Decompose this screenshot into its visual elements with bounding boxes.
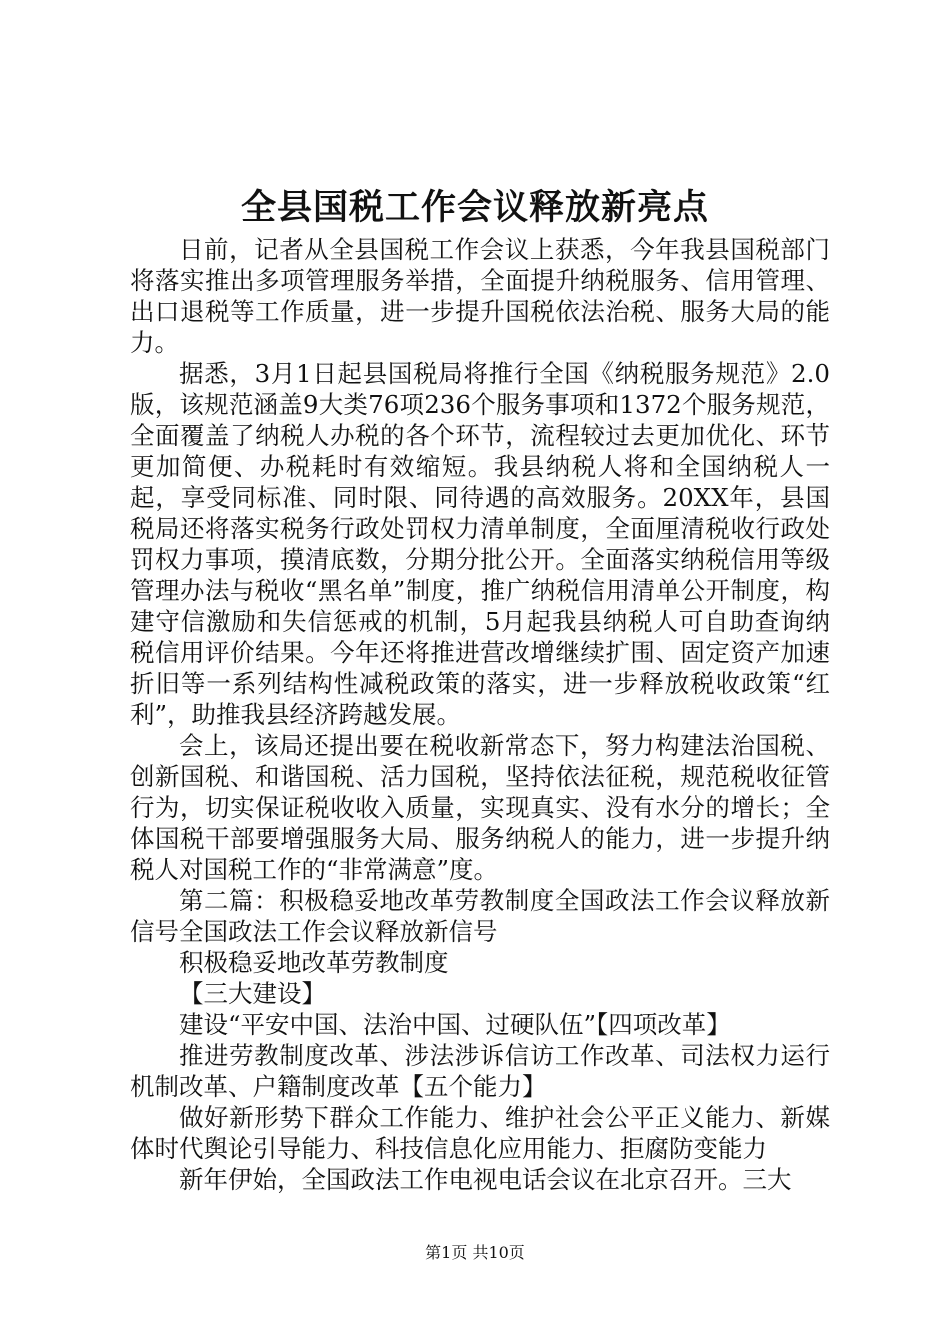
paragraph-reform-items: 推进劳教制度改革、涉法涉诉信访工作改革、司法权力运行机制改革、户籍制度改革【五个能力】 [130, 1041, 830, 1101]
page-footer: 第1页 共10页 [425, 1243, 525, 1262]
paragraph-construction-items: 建设“平安中国、法治中国、过硬队伍”【四项改革】 [179, 1010, 731, 1039]
paragraph-intro: 日前，记者从全县国税工作会议上获悉，今年我县国税部门将落实推出多项管理服务举措，全面提升纳税服务、信用管理、出口退税等工作质量，进一步提升国税依法治税、服务大局的能力。 [130, 235, 830, 357]
paragraph-three-constructions: 【三大建设】 [179, 979, 326, 1008]
paragraph-service-standard: 据悉，3月1日起县国税局将推行全国《纳税服务规范》2.0版，该规范涵盖9大类76项236个服务事项和1372个服务规范，全面覆盖了纳税人办税的各个环节，流程较过去更加优化、环节更加简便、办税耗时有效缩短。我县纳税人将和全国纳税人一起，享受同标准、同时限、同待遇的高效服务。20XX年，县国税局还将落实税务行政处罚权力清单制度，全面厘清税收行政处罚权力事项，摸清底数，分期分批公开。全面落实纳税信用等级管理办法与税收“黑名单”制度，推广纳税信用清单公开制度，构建守信激励和失信惩戒的机制，5月起我县纳税人可自助查询纳税信用评价结果。今年还将推进营改增继续扩围、固定资产加速折旧等一系列结构性减税政策的落实，进一步释放税收政策“红利”，助推我县经济跨越发展。 [130, 359, 830, 729]
document-body [130, 234, 830, 1195]
paragraph-new-year: 新年伊始，全国政法工作电视电话会议在北京召开。三大 [179, 1165, 792, 1194]
paragraph-second-article: 第二篇：积极稳妥地改革劳教制度全国政法工作会议释放新信号全国政法工作会议释放新信号 [130, 886, 830, 946]
document-title: 全县国税工作会议释放新亮点 [240, 187, 709, 228]
paragraph-ability-items: 做好新形势下群众工作能力、维护社会公平正义能力、新媒体时代舆论引导能力、科技信息化应用能力、拒腐防变能力 [130, 1103, 830, 1163]
paragraph-meeting: 会上，该局还提出要在税收新常态下，努力构建法治国税、创新国税、和谐国税、活力国税，坚持依法征税，规范税收征管行为，切实保证税收收入质量，实现真实、没有水分的增长；全体国税干部要增强服务大局、服务纳税人的能力，进一步提升纳税人对国税工作的“非常满意”度。 [130, 731, 830, 884]
paragraph-subtitle: 积极稳妥地改革劳教制度 [179, 948, 449, 977]
